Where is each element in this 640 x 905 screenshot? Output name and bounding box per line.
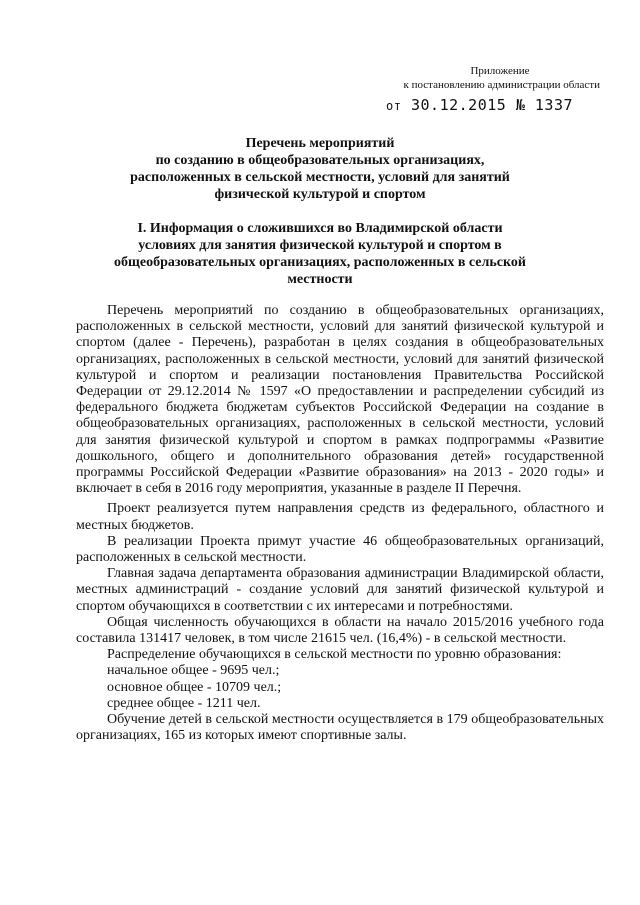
paragraph: Распределение обучающихся в сельской местности по уровню образования: [107, 647, 562, 663]
document-title [80, 135, 560, 203]
section-heading-line: общеобразовательных организациях, расположенных в сельской [114, 255, 526, 270]
order-stamp [386, 96, 606, 114]
paragraph: Перечень мероприятий по созданию в общеобразовательных организациях, расположенных в сельской местности, условий для занятий физической культурой и спортом (далее - Перечень), разработан в целях создания в общеобразовательных организациях, расположенных в сельской местности, условий для занятий физической культурой и спортом и реализации постановления Правительства Российской Федерации от 29.12.2014 № 1597 «О предоставлении и распределении субсидий из федерального бюджета бюджетам субъектов Российской Федерации на создание в общеобразовательных организациях, расположенных в сельской местности, условий для занятия физической культурой и спортом в рамках подпрограммы «Развитие дошкольного, общего и дополнительного образования детей» государственной программы Российской Федерации «Развитие образования» на 2013 - 2020 годы» и включает в себя в 2016 году мероприятия, указанные в разделе II Перечня. [76, 303, 604, 497]
appendix-resolution-ref: к постановлению администрации области [403, 79, 600, 91]
section-heading-line: I. Информация о сложившихся во Владимирской области [137, 221, 503, 236]
list-item: начальное общее - 9695 чел.; [107, 663, 280, 679]
title-line: расположенных в сельской местности, условий для занятий [130, 170, 510, 185]
paragraph: Общая численность обучающихся в области на начало 2015/2016 учебного года составила 131417 человек, в том числе 21615 чел. (16,4%) - в сельской местности. [76, 614, 604, 647]
section-heading-line: условиях для занятия физической культурой и спортом в [138, 238, 502, 253]
appendix-header [360, 64, 600, 92]
paragraph: Обучение детей в сельской местности осуществляется в 179 общеобразовательных организациях, 165 из которых имеют спортивные залы. [76, 712, 604, 744]
order-number-sign: № [515, 96, 526, 114]
order-date: 30.12.2015 [410, 96, 507, 114]
list-item: основное общее - 10709 чел.; [107, 679, 282, 695]
paragraph: В реализации Проекта примут участие 46 общеобразовательных организаций, расположенных в сельской местности. [76, 533, 604, 566]
section-heading [80, 220, 560, 288]
order-prefix: от [386, 99, 402, 113]
order-number: 1337 [534, 96, 574, 114]
paragraph: Проект реализуется путем направления средств из федерального, областного и местных бюджетов. [76, 501, 604, 533]
title-line: Перечень мероприятий [245, 136, 395, 151]
paragraph: Главная задача департамента образования администрации Владимирской области, местных администраций - создание условий для занятий физической культурой и спортом обучающихся в соответствии с их интересами и потребностями. [76, 566, 604, 614]
section-heading-line: местности [287, 272, 353, 287]
title-line: по созданию в общеобразовательных организациях, [155, 153, 485, 168]
appendix-label: Приложение [470, 65, 530, 77]
title-line: физической культурой и спортом [214, 187, 426, 202]
list-item: среднее общее - 1211 чел. [107, 695, 261, 711]
document-body [76, 303, 604, 744]
